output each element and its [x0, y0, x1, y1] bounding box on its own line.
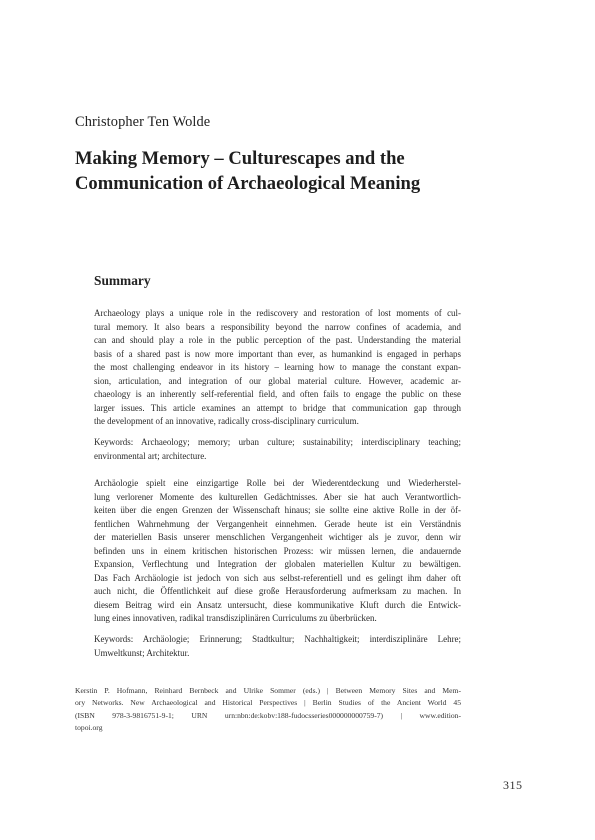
abstract-line: lung verlorener Momente des kulturellen Gedächtnisses. Aber sie hat auch Verantwortlich-	[94, 491, 461, 502]
title-line: Making Memory – Culturescapes and the	[75, 148, 405, 169]
citation-footer	[75, 685, 461, 735]
keywords-line: Keywords: Archaeology; memory; urban culture; sustainability; interdisciplinary teaching;	[94, 437, 461, 447]
abstract-line: diesem Beitrag wird ein Ansatz untersucht, diese kommunikative Kluft durch die Entwick-	[94, 599, 461, 610]
abstract-english	[94, 307, 461, 429]
abstract-line: Archaeology plays a unique role in the rediscovery and restoration of lost moments of cul-	[94, 308, 461, 318]
abstract-line: Expansion, Verflechtung und Integration der globalen materiellen Kultur zu bewältigen.	[94, 559, 461, 570]
abstract-line: the development of an innovative, radically cross-disciplinary curriculum.	[94, 416, 359, 427]
citation-line: Kerstin P. Hofmann, Reinhard Bernbeck and Ulrike Sommer (eds.) | Between Memory Sites and Mem-	[75, 686, 461, 695]
abstract-line: the most challenging endeavor in its history – learning how to manage the constant expan-	[94, 362, 461, 373]
abstract-line: sion, articulation, and integration of our global material culture. However, academic ar-	[94, 375, 461, 386]
abstract-line: can and should play a role in the public perception of the past. Understanding the material	[94, 335, 461, 346]
abstract-line: der materiellen Basis unserer menschlichen Vergangenheit wichtiger als je zuvor, denn wir	[94, 532, 461, 543]
abstract-line: Archäologie spielt eine einzigartige Rolle bei der Wiederentdeckung und Wiederherstel-	[94, 478, 461, 488]
keywords-line: environmental art; architecture.	[94, 450, 207, 461]
abstract-line: basis of a shared past is now more important than ever, as humankind is engaged in perhaps	[94, 348, 461, 359]
abstract-line: tural memory. It also bears a responsibility beyond the narrow confines of academia, and	[94, 321, 461, 332]
abstract-line: Das Fach Archäologie ist jedoch von sich aus selbst-referentiell und es gelingt ihm daher oft	[94, 572, 461, 583]
citation-line: topoi.org	[75, 723, 103, 733]
abstract-german	[94, 477, 461, 626]
author-name: Christopher Ten Wolde	[75, 114, 211, 130]
abstract-line: auch nicht, die Öffentlichkeit auf diese große Herausforderung aufmerksam zu machen. In	[94, 586, 461, 597]
page-number: 315	[503, 778, 523, 792]
abstract-line: chaeology is an inherently self-referential field, and often fails to engage the public on these	[94, 389, 461, 400]
keywords-english	[94, 436, 461, 463]
abstract-line: fentlichen Wahrnehmung der Vergangenheit einnehmen. Gerade heute ist ein Verständnis	[94, 518, 461, 529]
article-title	[75, 146, 525, 196]
abstract-line: lung eines innovativen, radikal transdisziplinären Curriculums zu überbrücken.	[94, 613, 377, 624]
summary-heading: Summary	[94, 273, 151, 288]
keywords-line: Umweltkunst; Architektur.	[94, 647, 190, 658]
title-line: Communication of Archaeological Meaning	[75, 173, 421, 194]
keywords-line: Keywords: Archäologie; Erinnerung; Stadtkultur; Nachhaltigkeit; interdisziplinäre Lehre;	[94, 634, 461, 644]
citation-line: (ISBN 978-3-9816751-9-1; URN urn:nbn:de:kobv:188-fudocsseries000000000759-7) | www.edition-	[75, 710, 461, 720]
abstract-line: keiten über die engen Grenzen der Wissenschaft hinaus; sie sollte eine aktive Rolle in der öf-	[94, 505, 461, 516]
abstract-line: larger issues. This article examines an attempt to bridge that communication gap through	[94, 402, 461, 413]
citation-line: ory Networks. New Archaeological and Historical Perspectives | Berlin Studies of the Ancient World 45	[75, 698, 461, 708]
abstract-line: befinden uns in einem kritischen historischen Prozess: wir müssen lernen, die andauernde	[94, 545, 461, 556]
keywords-german	[94, 633, 461, 660]
